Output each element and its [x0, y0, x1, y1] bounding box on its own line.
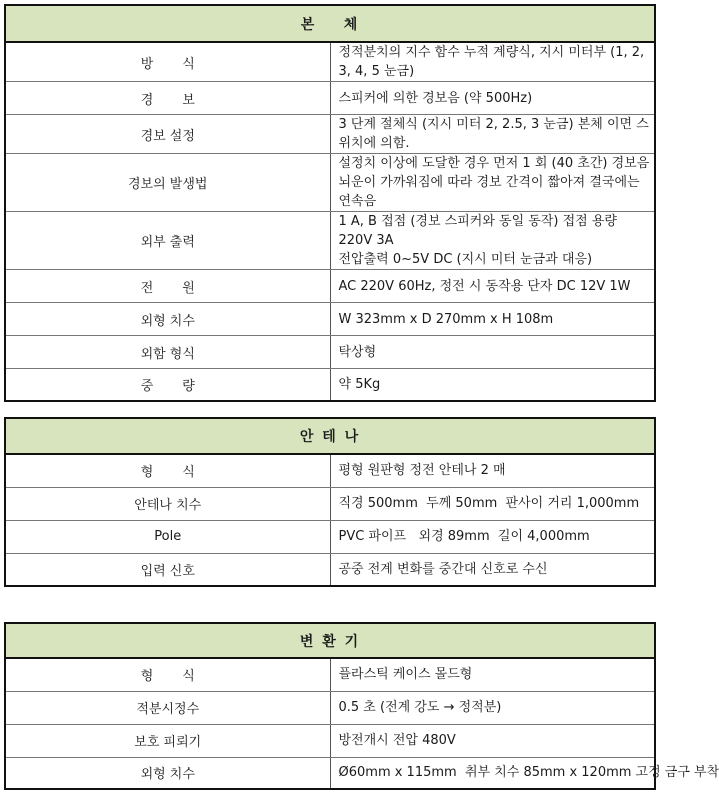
value-line: 직경 500mm 두께 50mm 판사이 거리 1,000mm — [338, 496, 640, 511]
table-row — [5, 154, 655, 212]
table-row — [5, 82, 655, 115]
table-row — [5, 369, 655, 401]
row-label: 형 식 — [5, 454, 330, 487]
table-row — [5, 724, 655, 757]
main-body-spec-table — [4, 4, 656, 402]
row-label: 입력 신호 — [5, 553, 330, 586]
value-line: PVC 파이프 외경 89mm 길이 4,000mm — [338, 529, 590, 544]
value-line: 설정치 이상에 도달한 경우 먼저 1 회 (40 초간) 경보음 — [338, 156, 650, 171]
table-row — [5, 757, 655, 789]
row-value — [330, 212, 655, 270]
row-value — [330, 369, 655, 401]
row-value — [330, 487, 655, 520]
value-line: 0.5 초 (전계 강도 → 정적분) — [338, 700, 502, 715]
row-label: 외형 치수 — [5, 757, 330, 789]
value-line: 약 5Kg — [338, 376, 381, 392]
table-row — [5, 42, 655, 82]
row-value — [330, 553, 655, 586]
row-value — [330, 115, 655, 154]
row-value — [330, 336, 655, 369]
table-row — [5, 336, 655, 369]
table-row — [5, 520, 655, 553]
row-label: 경보 설정 — [5, 115, 330, 154]
row-value — [330, 520, 655, 553]
table-row — [5, 487, 655, 520]
row-label: 형 식 — [5, 658, 330, 691]
table-row — [5, 212, 655, 270]
row-label: 전 원 — [5, 270, 330, 303]
row-label: 적분시정수 — [5, 691, 330, 724]
converter-spec-table — [4, 622, 719, 790]
table-row — [5, 115, 655, 154]
table-row — [5, 658, 655, 691]
row-value — [330, 303, 655, 336]
table-row — [5, 454, 655, 487]
table-row — [5, 270, 655, 303]
row-label: 보호 피뢰기 — [5, 724, 330, 757]
main-body-title: 본 체 — [5, 5, 655, 42]
row-value — [330, 724, 655, 757]
value-line: 공중 전계 변화를 중간대 신호로 수신 — [338, 561, 548, 577]
table-row — [5, 553, 655, 586]
value-line: 플라스틱 케이스 몰드형 — [338, 667, 473, 683]
row-value — [330, 82, 655, 115]
row-label: 경 보 — [5, 82, 330, 115]
row-label: 중 량 — [5, 369, 330, 401]
table-row — [5, 691, 655, 724]
row-value — [330, 658, 655, 691]
row-value — [330, 454, 655, 487]
row-label: 외형 치수 — [5, 303, 330, 336]
value-line: 탁상형 — [338, 344, 377, 360]
value-line: 전압출력 0~5V DC (지시 미터 눈금과 대응) — [338, 252, 593, 267]
row-label: Pole — [5, 520, 330, 553]
row-value — [330, 270, 655, 303]
antenna-title: 안 테 나 — [5, 418, 655, 454]
converter-title: 변 환 기 — [5, 623, 655, 658]
value-line: 1 A, B 접점 (경보 스피커와 동일 동작) 접점 용량 220V 3A — [338, 214, 617, 248]
antenna-spec-table — [4, 417, 656, 587]
value-line: AC 220V 60Hz, 정전 시 동작용 단자 DC 12V 1W — [338, 278, 631, 294]
table-row — [5, 303, 655, 336]
value-line: 뇌운이 가까워짐에 따라 경보 간격이 짧아져 결국에는 연속음 — [338, 175, 640, 209]
value-line: 3 단계 절체식 (지시 미터 2, 2.5, 3 눈금) 본체 이면 스위치에 의함. — [338, 117, 649, 151]
value-line: 평형 원판형 정전 안테나 2 매 — [338, 463, 506, 479]
row-value — [330, 691, 655, 724]
value-line: Ø60mm x 115mm 취부 치수 85mm x 120mm 고정 금구 부착 — [338, 765, 719, 781]
row-label: 안테나 치수 — [5, 487, 330, 520]
value-line: 정적분치의 지수 함수 누적 계량식, 지시 미터부 (1, 2, 3, 4, 5 눈금) — [338, 45, 645, 79]
row-label: 방 식 — [5, 42, 330, 82]
row-value — [330, 42, 655, 82]
row-label: 외함 형식 — [5, 336, 330, 369]
value-line: 방전개시 전압 480V — [338, 733, 456, 748]
row-value — [330, 757, 719, 789]
value-line: W 323mm x D 270mm x H 108m — [338, 311, 554, 327]
row-label: 외부 출력 — [5, 212, 330, 270]
row-label: 경보의 발생법 — [5, 154, 330, 212]
value-line: 스피커에 의한 경보음 (약 500Hz) — [338, 90, 533, 106]
row-value — [330, 154, 655, 212]
